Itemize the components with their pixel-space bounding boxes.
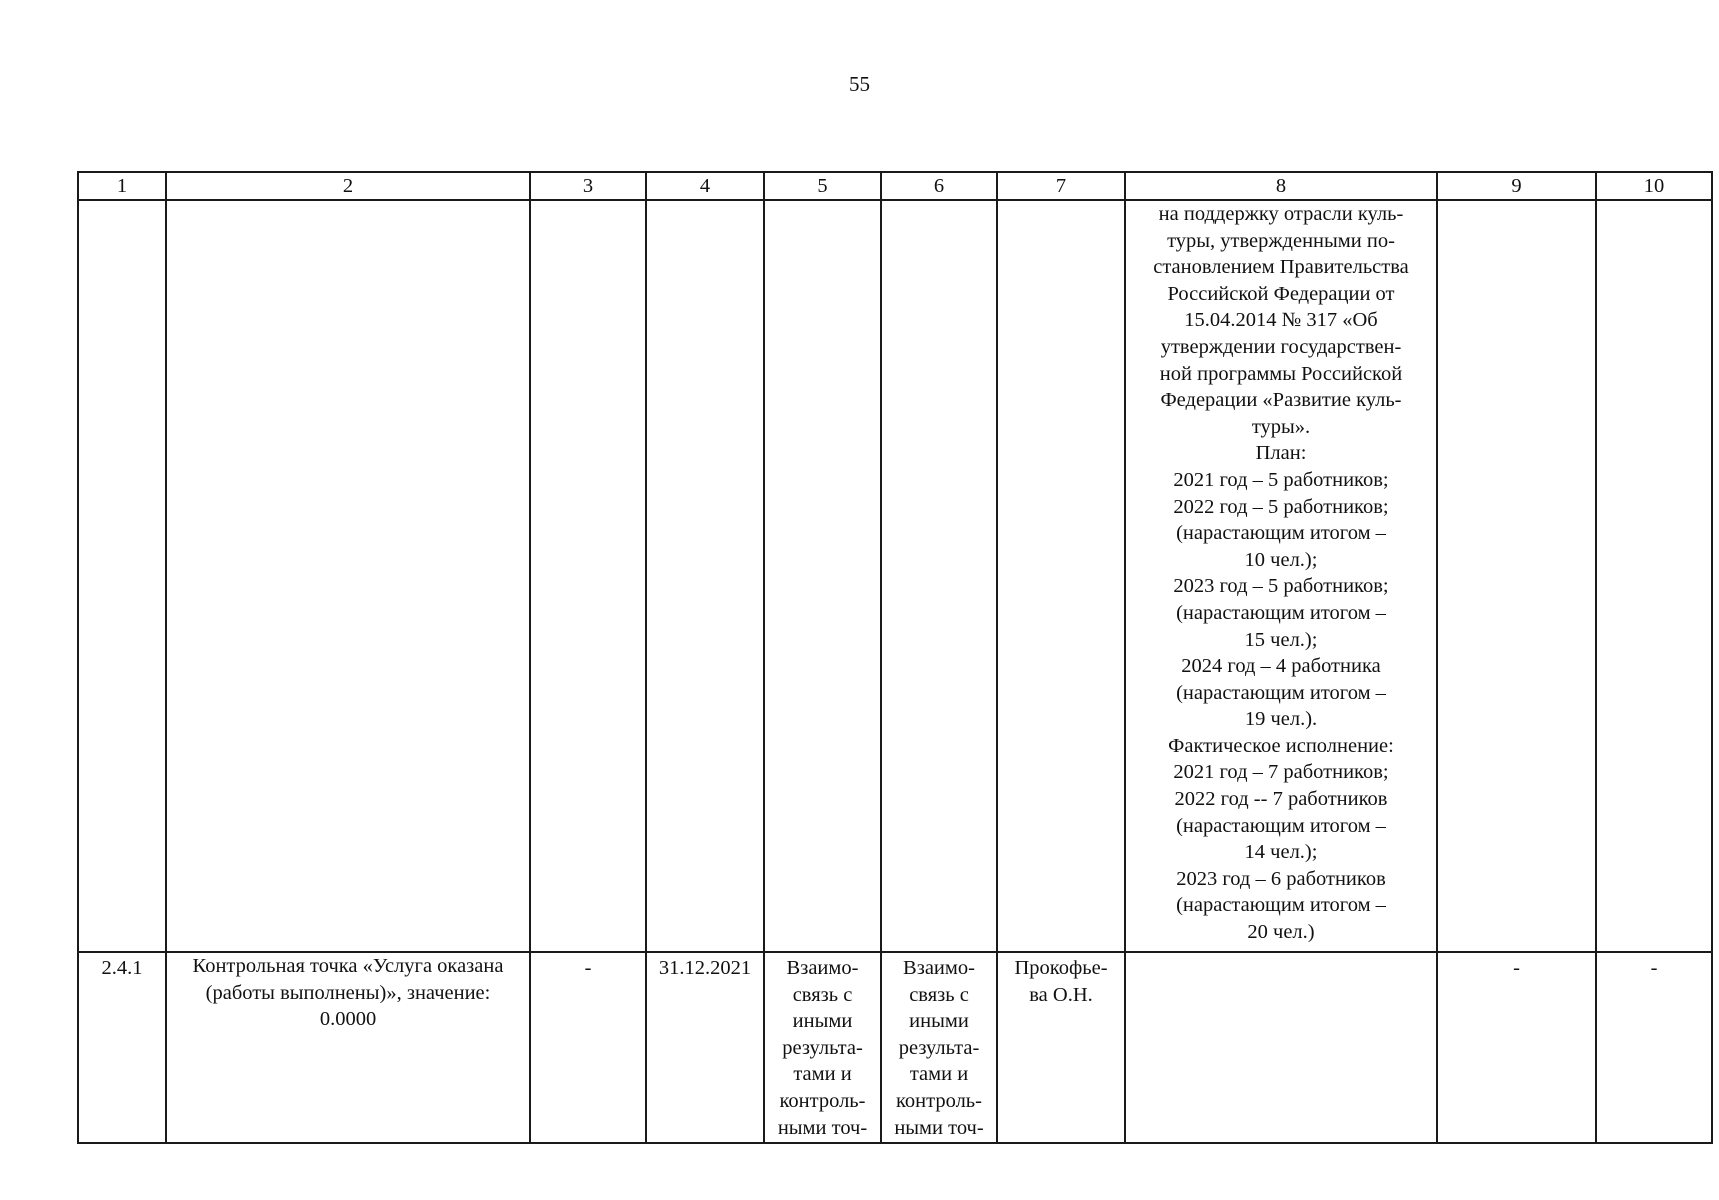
text-line: (нарастающим итогом – — [1176, 814, 1386, 837]
text-line: 10 чел.); — [1244, 548, 1318, 571]
table-row-2-4-1 — [78, 952, 1712, 1143]
text-line: (нарастающим итогом – — [1176, 601, 1386, 624]
table-cell: - — [1596, 952, 1712, 1143]
table-cell — [764, 200, 881, 952]
table-cell — [78, 200, 166, 952]
text-line: (нарастающим итогом – — [1176, 894, 1386, 917]
text-line: утверждении государствен- — [1160, 335, 1402, 358]
table-cell — [530, 200, 646, 952]
successor-cell — [881, 952, 997, 1143]
text-line: контроль- — [896, 1089, 982, 1112]
text-line: иными — [909, 1010, 969, 1033]
table-row-continued — [78, 200, 1712, 952]
text-line: 2024 год – 4 работника — [1181, 655, 1381, 678]
text-line: Взаимо- — [786, 957, 859, 979]
column-header: 5 — [764, 172, 881, 200]
text-line: на поддержку отрасли куль- — [1158, 203, 1404, 225]
column-header: 4 — [646, 172, 764, 200]
text-line: туры». — [1251, 415, 1311, 438]
text-line: 2021 год – 7 работников; — [1173, 761, 1389, 784]
text-line: (нарастающим итогом – — [1176, 681, 1386, 704]
text-line: 15.04.2014 № 317 «Об — [1184, 309, 1378, 332]
text-line: 20 чел.) — [1247, 921, 1315, 944]
text-line: 19 чел.). — [1244, 708, 1318, 731]
predecessor-cell — [764, 952, 881, 1143]
text-line: Взаимо- — [903, 957, 975, 979]
table-cell — [997, 200, 1125, 952]
text-line: Федерации «Развитие куль- — [1160, 389, 1402, 412]
text-line: Фактическое исполнение: — [1168, 734, 1394, 757]
column-header: 10 — [1596, 172, 1712, 200]
column-header: 1 — [78, 172, 166, 200]
description-cell — [1125, 952, 1437, 1143]
header-row — [78, 172, 1712, 200]
text-line: результа- — [782, 1036, 863, 1059]
text-line: 15 чел.); — [1244, 628, 1318, 651]
start-date-cell: - — [530, 952, 646, 1143]
table-cell: - — [1437, 952, 1596, 1143]
text-line: 2023 год – 6 работников — [1176, 867, 1386, 890]
end-date-cell: 31.12.2021 — [646, 952, 764, 1143]
item-number-cell: 2.4.1 — [78, 952, 166, 1143]
table-cell — [646, 200, 764, 952]
text-line: 14 чел.); — [1244, 841, 1318, 864]
text-line: связь с — [909, 983, 969, 1006]
text-line: тами и — [909, 1063, 969, 1086]
table-cell — [881, 200, 997, 952]
table-cell — [166, 200, 530, 952]
table-cell — [1596, 200, 1712, 952]
text-line: становлением Правительства — [1153, 256, 1409, 279]
text-line: связь с — [792, 983, 853, 1006]
text-line: туры, утвержденными по- — [1167, 229, 1395, 252]
text-line: Российской Федерации от — [1167, 282, 1395, 305]
text-line: ными точ- — [777, 1116, 868, 1139]
text-line: ными точ- — [894, 1116, 984, 1139]
text-line: иными — [792, 1010, 853, 1033]
column-header: 2 — [166, 172, 530, 200]
item-title-cell: Контрольная точка «Услуга оказана (работы выполнены)», значение: 0.0000 — [166, 952, 530, 1143]
table-cell — [1437, 200, 1596, 952]
page-number: 55 — [849, 72, 870, 96]
responsible-cell — [997, 952, 1125, 1143]
text-line: 2022 год – 5 работников; — [1173, 495, 1389, 518]
data-table — [77, 171, 1713, 1144]
text-line: 2022 год -- 7 работников — [1174, 788, 1388, 811]
text-line: тами и — [793, 1063, 852, 1086]
text-line: (нарастающим итогом – — [1176, 522, 1386, 545]
text-line: 2023 год – 5 работников; — [1173, 575, 1389, 598]
text-line: План: — [1255, 442, 1307, 465]
column-header: 7 — [997, 172, 1125, 200]
text-line: Прокофье- — [1014, 957, 1108, 979]
text-line: результа- — [898, 1036, 980, 1059]
text-line: ной программы Российской — [1159, 362, 1403, 385]
text-line: ва О.Н. — [1029, 983, 1093, 1006]
continued-description-cell — [1125, 200, 1437, 952]
column-header: 8 — [1125, 172, 1437, 200]
text-line: контроль- — [779, 1089, 866, 1112]
column-header: 6 — [881, 172, 997, 200]
column-header: 9 — [1437, 172, 1596, 200]
text-line: 2021 год – 5 работников; — [1173, 468, 1389, 491]
column-header: 3 — [530, 172, 646, 200]
